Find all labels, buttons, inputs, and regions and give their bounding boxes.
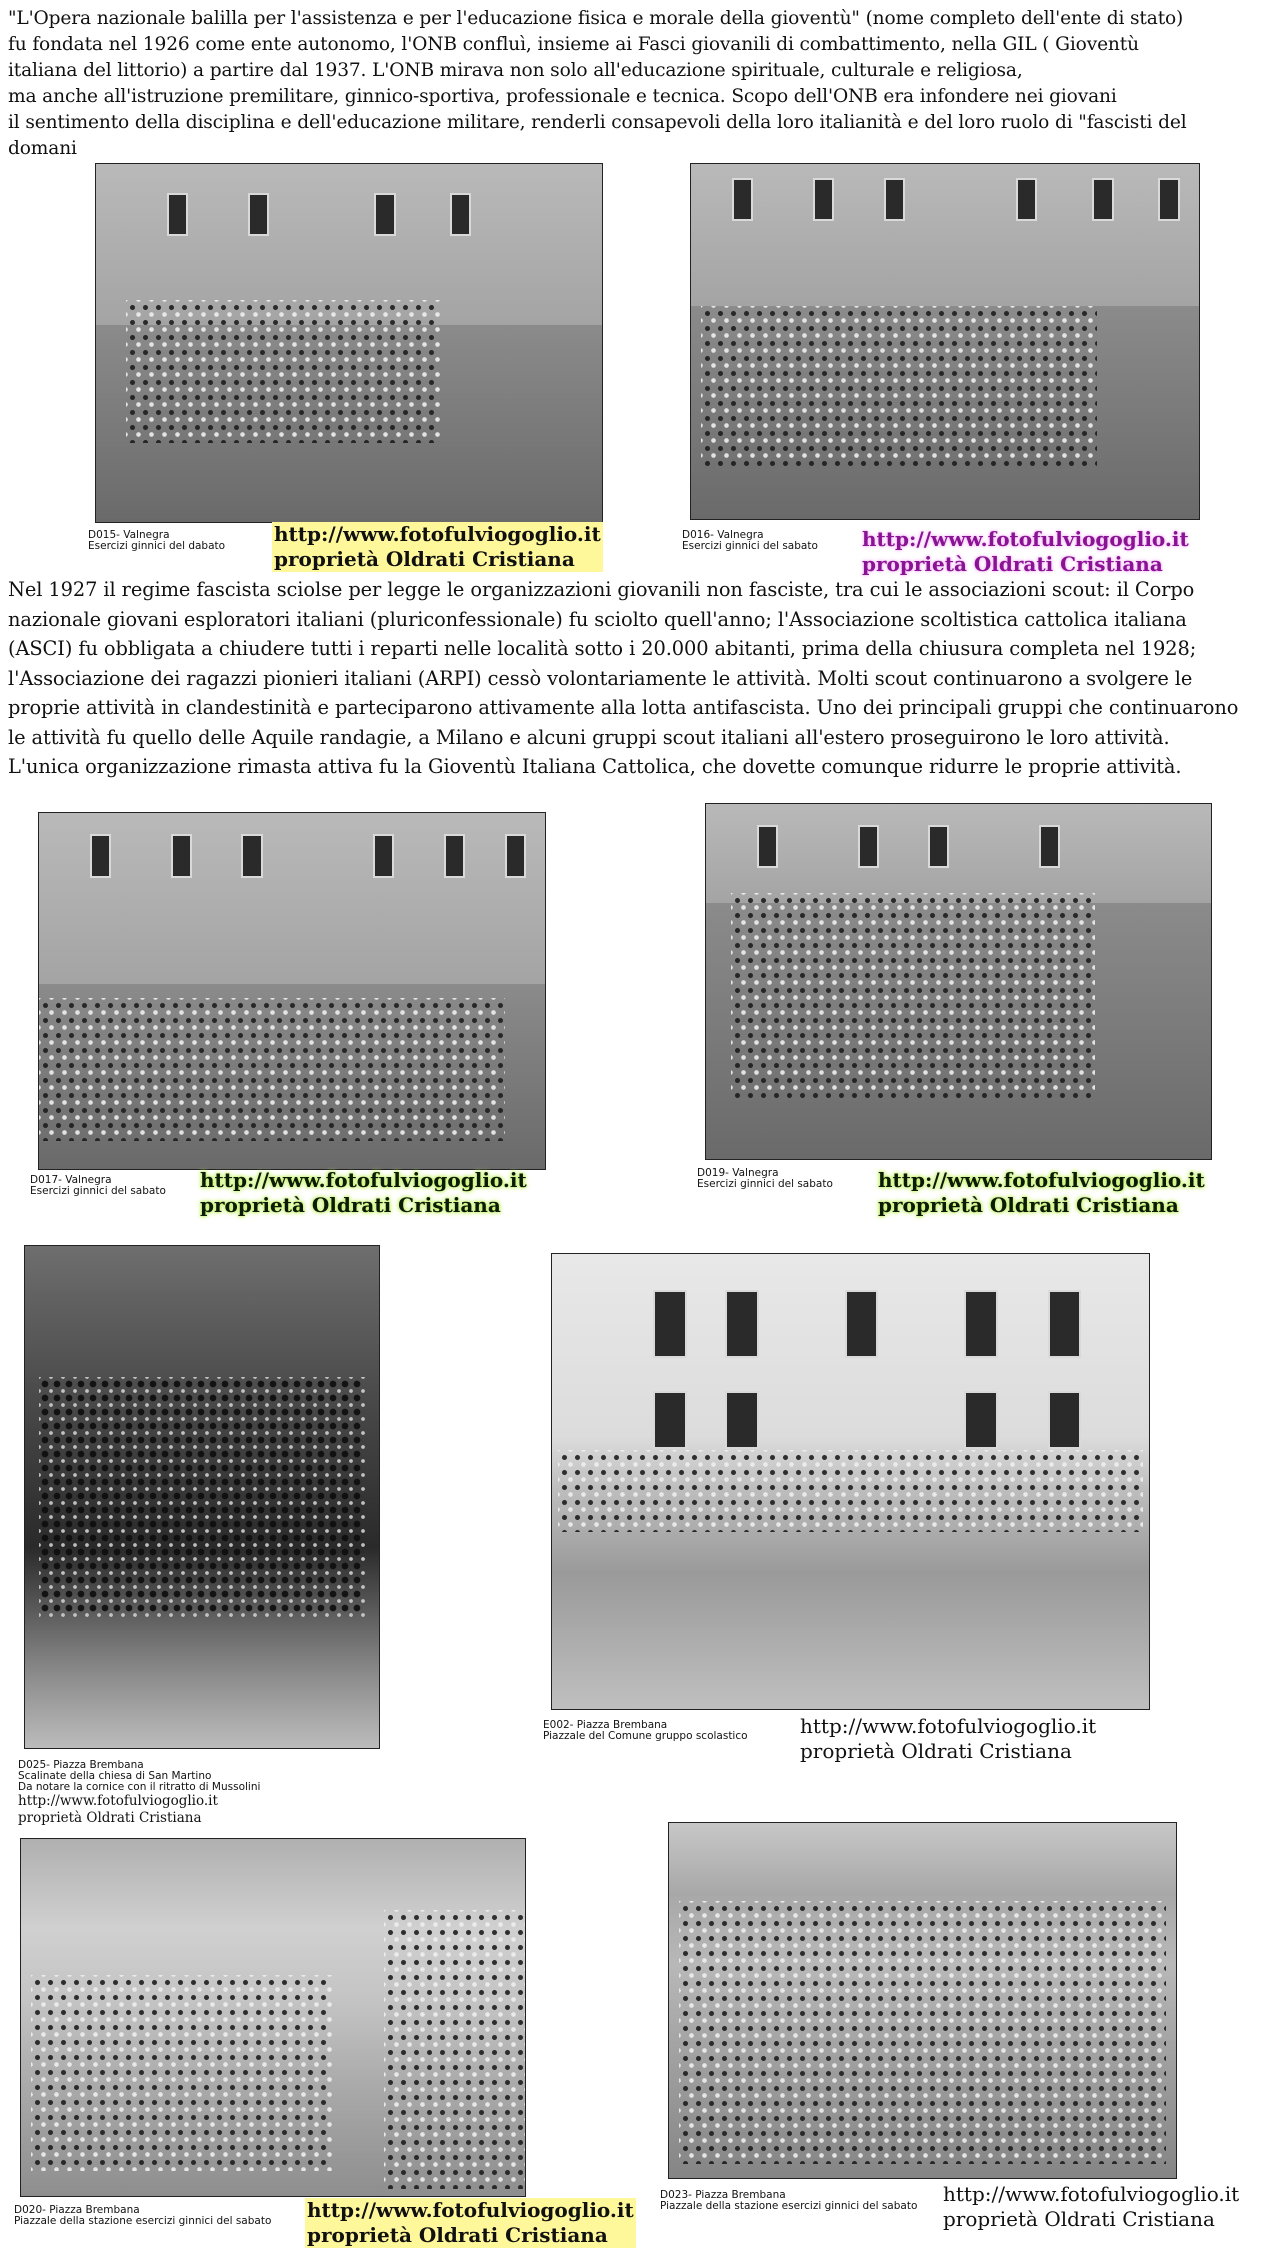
owner-credit: proprietà Oldrati Cristiana	[878, 1193, 1179, 1217]
site-link[interactable]: http://www.fotofulviogoglio.it	[200, 1168, 527, 1192]
photo-description: Scalinate della chiesa di San Martino	[18, 1770, 212, 1782]
scout-paragraph	[8, 575, 1238, 782]
credit-d023	[943, 2182, 1239, 2232]
photo-description: Piazzale della stazione esercizi ginnici del sabato	[14, 2215, 272, 2227]
photo-d019	[705, 803, 1212, 1160]
photo-code: D016- Valnegra	[682, 529, 764, 541]
intro-paragraph	[8, 6, 1187, 162]
site-link[interactable]: http://www.fotofulviogoglio.it	[274, 522, 601, 546]
photo-d015	[95, 163, 603, 523]
photo-description: Esercizi ginnici del sabato	[682, 540, 818, 552]
photo-d023	[668, 1822, 1177, 2179]
photo-code: E002- Piazza Brembana	[543, 1719, 668, 1731]
photo-code: D015- Valnegra	[88, 529, 170, 541]
photo-description: Esercizi ginnici del sabato	[30, 1185, 166, 1197]
photo-code: D019- Valnegra	[697, 1167, 779, 1179]
intro-line: "L'Opera nazionale balilla per l'assistenza e per l'educazione fisica e morale della gioventù" (nome completo dell'ente di stato)	[8, 8, 1184, 29]
scout-line: L'unica organizzazione rimasta attiva fu la Gioventù Italiana Cattolica, che dovette comunque ridurre le proprie attività.	[8, 755, 1182, 778]
scout-line: nazionale giovani esploratori italiani (pluriconfessionale) fu sciolto quell'anno; l'Associazione scoltistica cattolica italiana	[8, 607, 1187, 631]
photo-code: D023- Piazza Brembana	[660, 2189, 786, 2201]
site-link[interactable]: http://www.fotofulviogoglio.it	[18, 1793, 218, 1809]
owner-credit: proprietà Oldrati Cristiana	[800, 1739, 1072, 1763]
credit-d019	[878, 1168, 1205, 1218]
caption-d016	[682, 530, 818, 552]
owner-credit: proprietà Oldrati Cristiana	[862, 552, 1163, 576]
owner-credit: proprietà Oldrati Cristiana	[305, 2223, 636, 2248]
intro-line: il sentimento della disciplina e dell'educazione militare, renderli consapevoli della loro italianità e del loro ruolo di "fascisti del	[8, 112, 1187, 133]
site-link[interactable]: http://www.fotofulviogoglio.it	[800, 1714, 1097, 1738]
credit-d017	[200, 1168, 527, 1218]
credit-e002	[800, 1714, 1096, 1764]
site-link[interactable]: http://www.fotofulviogoglio.it	[943, 2182, 1240, 2206]
caption-d015	[88, 530, 225, 552]
caption-d020	[14, 2205, 271, 2227]
scout-line: l'Associazione dei ragazzi pionieri italiani (ARPI) cessò volontariamente le attività. Molti scout continuarono a svolgere le	[8, 666, 1193, 690]
site-link[interactable]: http://www.fotofulviogoglio.it	[878, 1168, 1205, 1192]
caption-d023	[660, 2190, 917, 2212]
owner-credit: proprietà Oldrati Cristiana	[200, 1193, 501, 1217]
credit-d016	[862, 527, 1189, 577]
photo-code: D017- Valnegra	[30, 1174, 112, 1186]
photo-note: Da notare la cornice con il ritratto di Mussolini	[18, 1781, 261, 1793]
photo-code: D025- Piazza Brembana	[18, 1759, 144, 1771]
photo-e002	[551, 1253, 1150, 1710]
photo-d020	[20, 1838, 526, 2197]
intro-line: domani	[8, 138, 77, 159]
photo-d017	[38, 812, 546, 1170]
scout-line: Nel 1927 il regime fascista sciolse per legge le organizzazioni giovanili non fasciste, tra cui le associazioni scout: il Corpo	[8, 578, 1195, 601]
caption-d025	[18, 1760, 260, 1827]
site-link[interactable]: http://www.fotofulviogoglio.it	[307, 2198, 634, 2222]
photo-description: Esercizi ginnici del sabato	[697, 1178, 833, 1190]
intro-line: ma anche all'istruzione premilitare, ginnico-sportiva, professionale e tecnica. Scopo dell'ONB era infondere nei giovani	[8, 86, 1117, 107]
scout-line: (ASCI) fu obbligata a chiudere tutti i reparti nelle località sotto i 20.000 abitanti, prima della chiusura completa nel 1928;	[8, 637, 1197, 660]
photo-code: D020- Piazza Brembana	[14, 2204, 140, 2216]
caption-d017	[30, 1175, 166, 1197]
credit-d015	[272, 522, 603, 572]
photo-description: Esercizi ginnici del dabato	[88, 540, 226, 552]
photo-d016	[690, 163, 1200, 520]
credit-d020	[305, 2198, 636, 2248]
intro-line: fu fondata nel 1926 come ente autonomo, l'ONB confluì, insieme ai Fasci giovanili di combattimento, nella GIL ( Gioventù	[8, 34, 1139, 55]
photo-d025	[24, 1245, 380, 1749]
site-link[interactable]: http://www.fotofulviogoglio.it	[862, 527, 1189, 551]
owner-credit: proprietà Oldrati Cristiana	[943, 2207, 1215, 2231]
scout-line: le attività fu quello delle Aquile randagie, a Milano e alcuni gruppi scout italiani all'estero proseguirono le loro attività.	[8, 725, 1170, 749]
owner-credit: proprietà Oldrati Cristiana	[18, 1810, 202, 1826]
scout-line: proprie attività in clandestinità e parteciparono attivamente alla lotta antifascista. Uno dei principali gruppi che continuarono	[8, 696, 1239, 719]
caption-e002	[543, 1720, 748, 1742]
photo-description: Piazzale della stazione esercizi ginnici del sabato	[660, 2200, 918, 2212]
intro-line: italiana del littorio) a partire dal 1937. L'ONB mirava non solo all'educazione spirituale, culturale e religiosa,	[8, 60, 1023, 81]
photo-description: Piazzale del Comune gruppo scolastico	[543, 1730, 748, 1742]
caption-d019	[697, 1168, 833, 1190]
owner-credit: proprietà Oldrati Cristiana	[272, 547, 603, 572]
